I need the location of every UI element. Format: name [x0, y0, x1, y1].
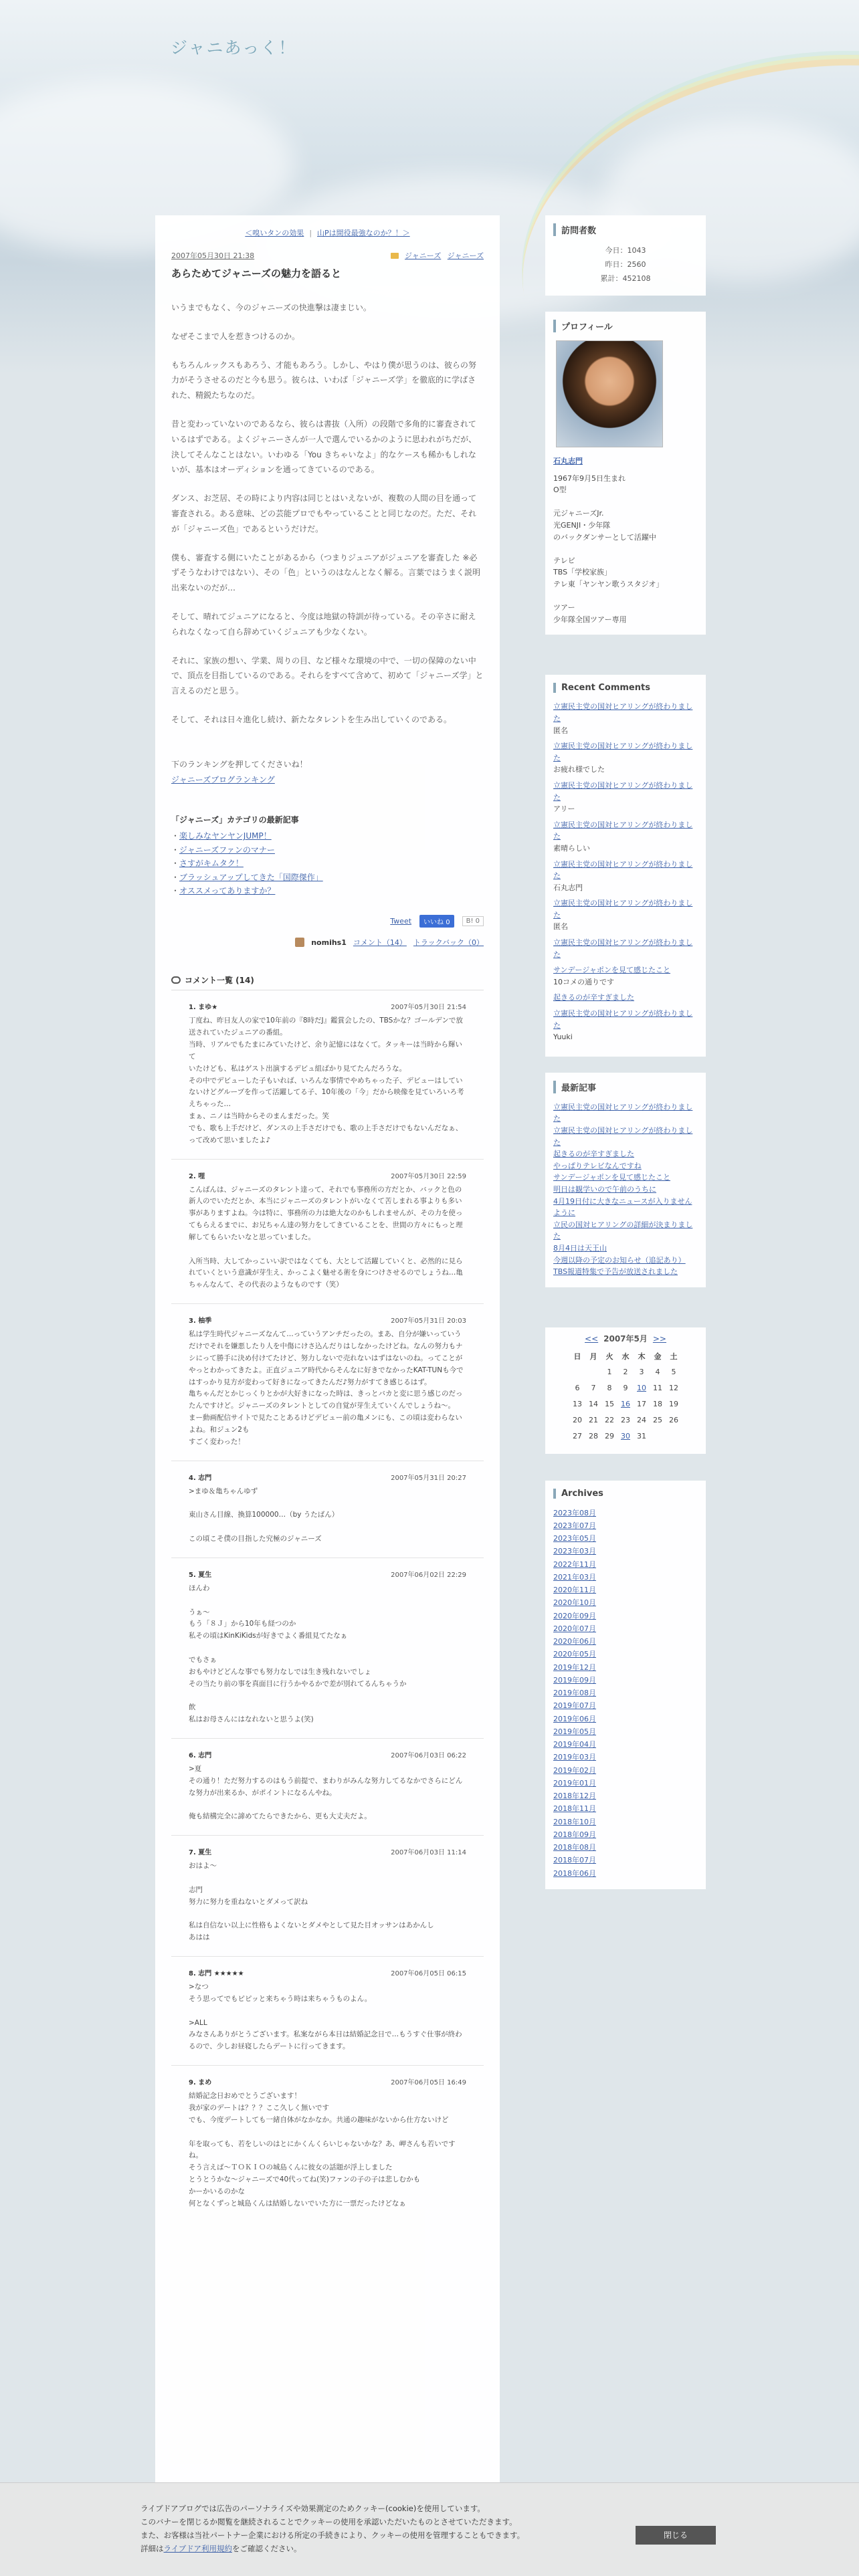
calendar-day: 31: [637, 1432, 646, 1441]
calendar-weekday: 木: [638, 1352, 646, 1361]
list-item: [171, 871, 484, 884]
calendar-day-link[interactable]: 16: [621, 1400, 630, 1409]
comment-author: 志門: [198, 1474, 212, 1482]
calendar-table: [569, 1348, 682, 1444]
entry-paragraph: それに、家族の想い、学業、周りの目、など様々な環境の中で、一切の保障のない中で、頂点を目指しているのである。それらをすべて含めて、初めて「ジャニーズ学」と言えるのだと思う。: [171, 655, 484, 696]
latest-post-link[interactable]: やっぱりテレビなんですね: [553, 1161, 642, 1170]
calendar-day: 1: [607, 1368, 612, 1377]
ranking-text: 下のランキングを押してくださいね！: [171, 759, 308, 769]
cookie-detail-prefix: 詳細は: [140, 2544, 164, 2554]
category-link[interactable]: ジャニーズ: [447, 251, 484, 260]
comment-list: [171, 990, 484, 2222]
calendar-day: 15: [605, 1400, 614, 1409]
latest-post-link[interactable]: 立憲民主党の国対ヒアリングが終わりました: [553, 1126, 693, 1147]
comment-number: 6.: [189, 1751, 196, 1759]
profile-description: 1967年9月5日生まれ O型 元ジャニーズJr. 光GENJI・少年隊 のバックダンサーとして活躍中 テレビ TBS「学校家族」 テレ東「ヤンヤン歌うスタジオ」 ツアー 少年隊全国ツアー専用: [553, 473, 664, 624]
comment-date: 2007年05月31日 20:03: [391, 1317, 466, 1325]
calendar-day: 20: [573, 1416, 582, 1425]
main-column: [155, 215, 500, 2496]
recent-comments-title: Recent Comments: [553, 683, 698, 693]
calendar-week: [569, 1428, 682, 1444]
latest-posts-title: 最新記事: [553, 1081, 698, 1093]
recent-comment-link[interactable]: 立憲民主党の国対ヒアリングが終わりました: [553, 1009, 693, 1030]
profile-photo[interactable]: [556, 340, 663, 447]
entry-paragraph: そして、晴れてジュニアになると、今度は地獄の特訓が待っている。その辛さに耐えられなくなって自ら辞めていくジュニアも少なくない。: [171, 611, 476, 637]
entry-paragraph: いうまでもなく、今のジャニーズの快進撃は凄まじい。: [171, 303, 371, 312]
counter-title: 訪問者数: [553, 223, 698, 236]
share-row: [171, 915, 484, 928]
calendar-day: 25: [653, 1416, 662, 1425]
calendar-day: 27: [573, 1432, 582, 1441]
category-latest-list: [171, 829, 484, 897]
entry-body: [171, 300, 484, 728]
archive-link[interactable]: 2018年09月: [553, 1830, 596, 1839]
comment-text: こんばんは、ジャニーズのタレント達って、それでも事務所の方だとか、バックと色の新人のでいただとか、本当にジャニーズのタレントがいなくて苦しまれる事よりも多い事がありますよね。今は特に、事務所の力は絶大なのかもしれませんが、その力を使ってもらえるまでに、お兄ちゃん達の努力をしてきていることを、世間の方々にもっと理解してもらいたいなと思っていました。 入所当時、大してかっこいい訳ではなくても、大として活躍していくと、必然的に見られていくという意識が芽生え、かっこよく魅せる術を身につけさせるのでしょうね…亀ちゃんなんて、その代表のようなものです（笑）: [189, 1185, 463, 1289]
category-latest-link[interactable]: ジャニーズファンのマナー: [179, 845, 275, 855]
comment-item: [171, 2066, 484, 2222]
archives: [545, 1481, 706, 1889]
comment-item: [171, 1739, 484, 1836]
archive-link[interactable]: 2019年05月: [553, 1727, 596, 1736]
calendar-day: 2: [623, 1368, 628, 1377]
calendar-weekday: 水: [622, 1352, 630, 1361]
recent-comments: [545, 675, 706, 1056]
calendar: [545, 1327, 706, 1454]
comment-number: 8.: [189, 1970, 196, 1978]
comment-date: 2007年05月30日 22:59: [391, 1172, 466, 1180]
comments-link[interactable]: コメント（14）: [353, 938, 407, 948]
entry-date: 2007年05月30日 21:38: [171, 251, 255, 260]
cookie-message: ライブドアブログでは広告のパーソナライズや効果測定のためクッキー(cookie)を使用しています。 このバナーを閉じるか閲覧を継続されることでクッキーの使用を承認いただいたものとさせていただきます。 また、お客様は当社パートナー企業における所定の手続きにより、クッキーの使用を管理することもできます。: [140, 2504, 525, 2541]
comment-text: >夏 その通り！ただ努力するのはもう前提で、まわりがみんな努力してるなかでさらにどんな努力が出来るか、がポイントになるんやね。 俺も結構完全に諦めてたらできたから、更も大丈夫だよ。: [189, 1764, 463, 1821]
calendar-day: 3: [639, 1368, 644, 1377]
latest-post-link[interactable]: 今週以降の予定のお知らせ（追記あり）: [553, 1255, 686, 1265]
recent-comment-link[interactable]: サンデージャポンを見て感じたこと: [553, 966, 671, 975]
comment-text: >なつ そう思ってでもピピッと来ちゃう時は来ちゃうものよん。 >ALL みなさんありがとうございます。私案ながら本日は結婚記念日で…もうすぐ仕事が終わるので、少しお昼寝したらデートに行ってきます。: [189, 1983, 462, 2051]
calendar-day: 7: [591, 1384, 596, 1393]
list-item: [171, 857, 484, 870]
archive-link[interactable]: 2018年11月: [553, 1804, 596, 1814]
comment-date: 2007年05月31日 20:27: [391, 1474, 466, 1482]
calendar-day: 14: [589, 1400, 598, 1409]
list-item: [171, 843, 484, 857]
comment-item: [171, 1461, 484, 1558]
comment-number: 3.: [189, 1317, 196, 1325]
recent-comment-link[interactable]: 立憲民主党の国対ヒアリングが終わりました: [553, 742, 693, 762]
calendar-day: 18: [653, 1400, 662, 1409]
hatena-bookmark-button[interactable]: B! 0: [462, 916, 484, 926]
comment-item: [171, 1957, 484, 2066]
category-latest-link[interactable]: オススメってありますか？: [179, 885, 276, 895]
recent-comment-author: お疲れ様でした: [553, 765, 605, 774]
cookie-close-button[interactable]: 閉じる: [636, 2526, 716, 2545]
calendar-header: [553, 1333, 698, 1344]
calendar-day: 13: [573, 1400, 582, 1409]
archive-link[interactable]: 2023年08月: [553, 1508, 596, 1517]
recent-comment-author: 匿名: [553, 922, 568, 932]
calendar-day: 6: [575, 1384, 580, 1393]
comment-text: ほんわ うぁ～ もう「８Ｊ」から10年も経つのか 私その頃はKinKiKidsが好きでよく番組見てたなぁ でもさぁ おもやけどどんな事でも努力なしでは生き残れないでしょ その当たり前の事を真面目に行うかやるかで差が別れてるんちゃうか 飲 私はお母さんにはなれないと思うよ(笑): [189, 1584, 407, 1724]
comment-author: まゆ★: [198, 1004, 218, 1012]
comments-header: [171, 974, 484, 990]
entry-categories: [391, 250, 484, 261]
entry-paragraph: なぜそこまで人を惹きつけるのか。: [171, 331, 300, 341]
calendar-day: 23: [621, 1416, 630, 1425]
latest-post-link[interactable]: 立民の国対ヒアリングの詳細が決まりました: [553, 1220, 693, 1241]
calendar-day: 28: [589, 1432, 598, 1441]
calendar-week: [569, 1364, 682, 1380]
comment-text: おはよ～ 志門 努力に努力を重ねないとダメって訳ね 私は自信ない以上に性格もよくないとダメやとして見た目オッサンはあかんし あはは: [189, 1862, 434, 1942]
archive-link[interactable]: 2020年11月: [553, 1586, 596, 1595]
entry-paragraph: そして、それは日々進化し続け、新たなタレントを生み出していくのである。: [171, 714, 452, 724]
comment-author: 哩: [198, 1172, 205, 1180]
calendar-day: 12: [669, 1384, 678, 1393]
recent-comment-link[interactable]: 立憲民主党の国対ヒアリングが終わりました: [553, 780, 693, 802]
comment-author: 夏生: [198, 1849, 212, 1857]
terms-link[interactable]: ライブドア利用規約: [163, 2544, 232, 2554]
recent-comment-link[interactable]: 立憲民主党の国対ヒアリングが終わりました: [553, 702, 693, 723]
calendar-day[interactable]: [617, 1396, 634, 1412]
comment-text: 私は学生時代ジャニーズなんて…っていうアンチだったの。まあ、自分が嫌いっていうだけでそれを嫌悪したり人を中傷にけさ込んだりはしなかったけどね。なんの努力もナシにって勝手に決め付けてたけど、努力しないで売れないはずはないのね。ってことがやっとわかってきたよ。正直ジュニア時代からそんなに好きでなかったKAT-TUNも今ではすっかり見方が変わって好きになってきたんだ♪努力がすてき感じるはず。 亀ちゃんだとかじっくりとかが大好きになった時は、きっとバカと変に思う感じのだったんですけど。ジャニーズのタレントとしての自覚が芽生えていくんでしょうね～。 まー動画配信サイトで見たことあるけどデビュー前の亀メンにも、この頃は変わらないよね。和ジュン2も すごく変わった！: [189, 1330, 464, 1446]
archive-link[interactable]: 2019年01月: [553, 1778, 596, 1788]
nav-separator: |: [309, 229, 312, 237]
calendar-day: 24: [637, 1416, 646, 1425]
archive-link[interactable]: 2019年06月: [553, 1714, 596, 1723]
calendar-day: 19: [669, 1400, 678, 1409]
comment-item: [171, 1304, 484, 1461]
recent-comment-author: アリー: [553, 804, 575, 814]
cookie-text: [140, 2502, 524, 2556]
category-latest-link[interactable]: 楽しみなヤンヤンJUMP！: [179, 831, 272, 841]
recent-comment-author: 10コメの通りです: [553, 977, 614, 986]
comment-number: 4.: [189, 1474, 196, 1482]
comment-item: [171, 990, 484, 1159]
comment-date: 2007年06月03日 06:22: [391, 1751, 466, 1759]
calendar-day: 26: [669, 1416, 678, 1425]
archive-link[interactable]: 2019年04月: [553, 1740, 596, 1749]
latest-post-link[interactable]: サンデージャポンを見て感じたこと: [553, 1173, 671, 1182]
comment-date: 2007年06月05日 06:15: [391, 1970, 466, 1978]
recent-comment-link[interactable]: 立憲民主党の国対ヒアリングが終わりました: [553, 938, 693, 959]
list-item: [171, 884, 484, 897]
calendar-day: 22: [605, 1416, 614, 1425]
ranking-block: [171, 757, 484, 788]
latest-post-link[interactable]: 4月19日付に大きなニュースが入りませんように: [553, 1196, 692, 1218]
like-button[interactable]: いいね 0: [419, 915, 454, 928]
archive-link[interactable]: 2019年12月: [553, 1662, 596, 1672]
cookie-detail-suffix: をご確認ください。: [231, 2544, 302, 2554]
calendar-day[interactable]: [634, 1380, 650, 1396]
category-latest: [171, 814, 484, 897]
comment-number: 7.: [189, 1849, 196, 1857]
archive-link[interactable]: 2019年02月: [553, 1765, 596, 1775]
archive-link[interactable]: 2020年10月: [553, 1598, 596, 1608]
category-latest-link[interactable]: さすがキムタク！: [179, 859, 244, 869]
comment-author: 志門: [198, 1751, 212, 1759]
archive-link[interactable]: 2022年11月: [553, 1560, 596, 1569]
comment-item: [171, 1836, 484, 1957]
comment-text: 結婚記念日おめでとうございます！ 我が家のデートは？？？ここ久しく無いです でも、今度デートしても一緒自体がなかなか。共通の趣味がないから仕方ないけど 年を取っても、若をしいのはとにかくんくらいじゃないかな？あ、岬さんも若いですね。 そう言えば～ＴＯＫＩＯの城島くんに彼女の話題が浮上しました とうとうかな～ジャニーズで40代ってね(笑)ファンの子の子は悲しむかも かーかいるのかな 何となくずっと城島くんは結婚しないでいた方に一票だったけどなぁ: [189, 2092, 456, 2208]
counter-total: 累計：452108: [600, 274, 651, 283]
latest-post-link[interactable]: 起きるのが辛すぎました: [553, 1150, 634, 1159]
calendar-weekday: 土: [670, 1352, 678, 1361]
entry-meta: [171, 250, 484, 261]
calendar-weekday: 金: [654, 1352, 662, 1361]
category-latest-link[interactable]: ブラッシュアップしてきた「国際傑作」: [179, 872, 323, 882]
archive-list: [553, 1507, 698, 1880]
latest-post-link[interactable]: 立憲民主党の国対ヒアリングが終わりました: [553, 1102, 693, 1123]
calendar-day: [569, 1364, 585, 1380]
comment-author: 志門 ★★★★★: [198, 1970, 244, 1978]
latest-post-link[interactable]: TBS報道特集で予告が放送されました: [553, 1267, 678, 1277]
comment-author: まめ: [198, 2079, 212, 2087]
counter-today: 今日：1043: [605, 246, 646, 255]
archive-link[interactable]: 2020年07月: [553, 1624, 596, 1633]
comment-number: 1.: [189, 1004, 196, 1012]
archive-link[interactable]: 2019年07月: [553, 1701, 596, 1711]
calendar-day-link[interactable]: 30: [621, 1432, 630, 1441]
entry-footer: [171, 937, 484, 948]
comment-number: 9.: [189, 2079, 196, 2087]
comment-date: 2007年06月03日 11:14: [391, 1849, 466, 1857]
archive-link[interactable]: 2019年09月: [553, 1675, 596, 1685]
visitor-counter: [545, 215, 706, 296]
entry-paragraph: もちろんルックスもあろう、才能もあろう。しかし、やはり僕が思うのは、彼らの努力がそうさせるのだと今も思う。彼らは、いわば「ジャニーズ学」を徹底的に学ばされた、精鋭たちなのだ。: [171, 360, 476, 401]
archive-link[interactable]: 2018年06月: [553, 1868, 596, 1878]
comment-text: 丁度ね、昨日友人の家で10年前の『8時だJ』鑑賞会したの、TBSかな？ゴールデンで放送されていたジュニアの番組。 当時、リアルでもたまにみていたけど、余り記憶にはなくて。タッキーは当時から輝いて いたけども、私はゲスト出演するデビュ組ばかり見てたんだろうな。 その中でデビューした子もいれば、いろんな事情でやめちゃった子、デビューはしていないけどグループを作って活躍してる子、10年後の「今」だから映像を見ていろいろ考えちゃった… まぁ、ニノは当時からそのまんまだった。笑 でも、歌も上手だけど、ダンスの上手さだけでも、歌の上手さだけでもないんだなぁ、って改めて思いましたよ♪: [189, 1016, 464, 1144]
comments-header-label: コメント一覧 (14): [185, 976, 254, 986]
cookie-banner: [0, 2482, 859, 2576]
archive-link[interactable]: 2020年09月: [553, 1611, 596, 1620]
calendar-day: 5: [671, 1368, 676, 1377]
archive-link[interactable]: 2020年05月: [553, 1650, 596, 1659]
archive-link[interactable]: 2023年07月: [553, 1521, 596, 1530]
entry-paragraph: 昔と変わっていないのであるなら、彼らは書抜（入所）の段階で多角的に審査されているはずである。よくジャニーさんが一人で選んでいるかのように思われがちだが、決してそんなことはない。いわゆる「You きちゃいなよ」的なケースも稀かもしれないが、基本はオーディションを通ってきているのである。: [171, 419, 477, 475]
latest-posts: [545, 1073, 706, 1287]
entry-paragraph: 僕も、審査する側にいたことがあるから（つまりジュニアがジュニアを審査した ※必ずそうなわけではない）、その「色」というのはなんとなく解る。言葉ではうまく説明出来ないのだが…: [171, 552, 481, 593]
recent-comment-author: Yuuki: [553, 1033, 573, 1042]
comment-author: 夏生: [198, 1571, 212, 1579]
calendar-day[interactable]: [617, 1428, 634, 1444]
calendar-month: 2007年5月: [603, 1333, 648, 1344]
recent-comment-link[interactable]: 起きるのが辛すぎました: [553, 993, 634, 1002]
comment-date: 2007年06月05日 16:49: [391, 2079, 466, 2087]
profile-name[interactable]: 石丸志門: [553, 456, 583, 465]
recent-comment-link[interactable]: 立憲民主党の国対ヒアリングが終わりました: [553, 899, 693, 920]
calendar-day: 29: [605, 1432, 614, 1441]
calendar-week: [569, 1396, 682, 1412]
calendar-day: [666, 1428, 682, 1444]
calendar-day: 8: [607, 1384, 612, 1393]
recent-comment-link[interactable]: 立憲民主党の国対ヒアリングが終わりました: [553, 859, 693, 881]
sidebar: [545, 215, 706, 1905]
calendar-day: 21: [589, 1416, 598, 1425]
archive-link[interactable]: 2023年03月: [553, 1547, 596, 1556]
tweet-button[interactable]: Tweet: [390, 917, 412, 926]
site-title[interactable]: ジャニあっく！: [171, 38, 297, 58]
list-item: [171, 829, 484, 843]
latest-post-link[interactable]: 8月4日は天王山: [553, 1243, 607, 1253]
profile-title: プロフィール: [553, 320, 698, 332]
archive-link[interactable]: 2019年08月: [553, 1689, 596, 1698]
author-name: nomihs1: [311, 938, 347, 947]
prev-post-link[interactable]: ＜嗅いタンの効果: [245, 229, 304, 237]
archive-link[interactable]: 2018年08月: [553, 1843, 596, 1852]
latest-post-link[interactable]: 明日は観学いので午前のうちに: [553, 1184, 656, 1194]
recent-comment-link[interactable]: 立憲民主党の国対ヒアリングが終わりました: [553, 820, 693, 841]
comment-author: 柚季: [198, 1317, 212, 1325]
post-navigation: [171, 227, 484, 238]
calendar-next-link[interactable]: >>: [652, 1333, 666, 1344]
calendar-week: [569, 1412, 682, 1428]
calendar-day-link[interactable]: 10: [637, 1384, 646, 1393]
comment-item: [171, 1558, 484, 1739]
entry-paragraph: ダンス、お芝居、その時により内容は同じとはいえないが、複数の人間の目を通って審査される。ある意味、どの芸能プロでもやっていることと同じなのだ。ただ、それが「ジャニーズ色」であるというだけだ。: [171, 494, 477, 534]
archive-link[interactable]: 2018年12月: [553, 1792, 596, 1801]
archive-link[interactable]: 2019年03月: [553, 1753, 596, 1762]
calendar-weekday: 月: [589, 1352, 597, 1361]
calendar-day: 17: [637, 1400, 646, 1409]
calendar-day: 9: [623, 1384, 628, 1393]
speech-bubble-icon: [171, 976, 181, 984]
comment-date: 2007年05月30日 21:54: [391, 1004, 466, 1012]
category-link[interactable]: ジャニーズ: [405, 251, 442, 260]
counter-yesterday: 昨日：2560: [605, 259, 646, 269]
trackback-link[interactable]: トラックバック（0）: [413, 938, 484, 948]
archives-title: Archives: [553, 1489, 698, 1499]
recent-comment-author: 素晴らしい: [553, 843, 590, 853]
author-avatar-icon: [295, 938, 304, 947]
entry-title: あらためてジャニーズの魅力を語ると: [171, 267, 341, 280]
calendar-day: [650, 1428, 666, 1444]
comment-date: 2007年06月02日 22:29: [391, 1571, 466, 1579]
calendar-week: [569, 1380, 682, 1396]
ranking-link[interactable]: ジャニーズブログランキング: [171, 774, 275, 784]
comment-number: 2.: [189, 1172, 196, 1180]
calendar-day: 11: [653, 1384, 662, 1393]
archive-link[interactable]: 2020年06月: [553, 1637, 596, 1646]
profile-box: [545, 312, 706, 635]
calendar-weekday: 火: [605, 1352, 613, 1361]
comment-item: [171, 1160, 484, 1305]
calendar-prev-link[interactable]: <<: [585, 1333, 599, 1344]
category-latest-title: 「ジャニーズ」カテゴリの最新記事: [171, 815, 299, 825]
comment-number: 5.: [189, 1571, 196, 1579]
calendar-day: 4: [655, 1368, 660, 1377]
comment-text: >まゆ＆亀ちゃんゆず 東山さん目線、換算100000…（by うたばん） この頃こそ僕の目指した究極のジャニーズ: [189, 1487, 339, 1543]
archive-link[interactable]: 2018年10月: [553, 1817, 596, 1826]
calendar-weekday: 日: [573, 1352, 581, 1361]
next-post-link[interactable]: 山Pは間役最強なのか？！＞: [317, 229, 410, 237]
archive-link[interactable]: 2021年03月: [553, 1572, 596, 1582]
archive-link[interactable]: 2018年07月: [553, 1856, 596, 1865]
recent-comment-author: 匿名: [553, 726, 568, 735]
recent-comment-author: 石丸志門: [553, 883, 583, 892]
calendar-day: [585, 1364, 601, 1380]
folder-icon: [391, 253, 399, 259]
archive-link[interactable]: 2023年05月: [553, 1534, 596, 1543]
